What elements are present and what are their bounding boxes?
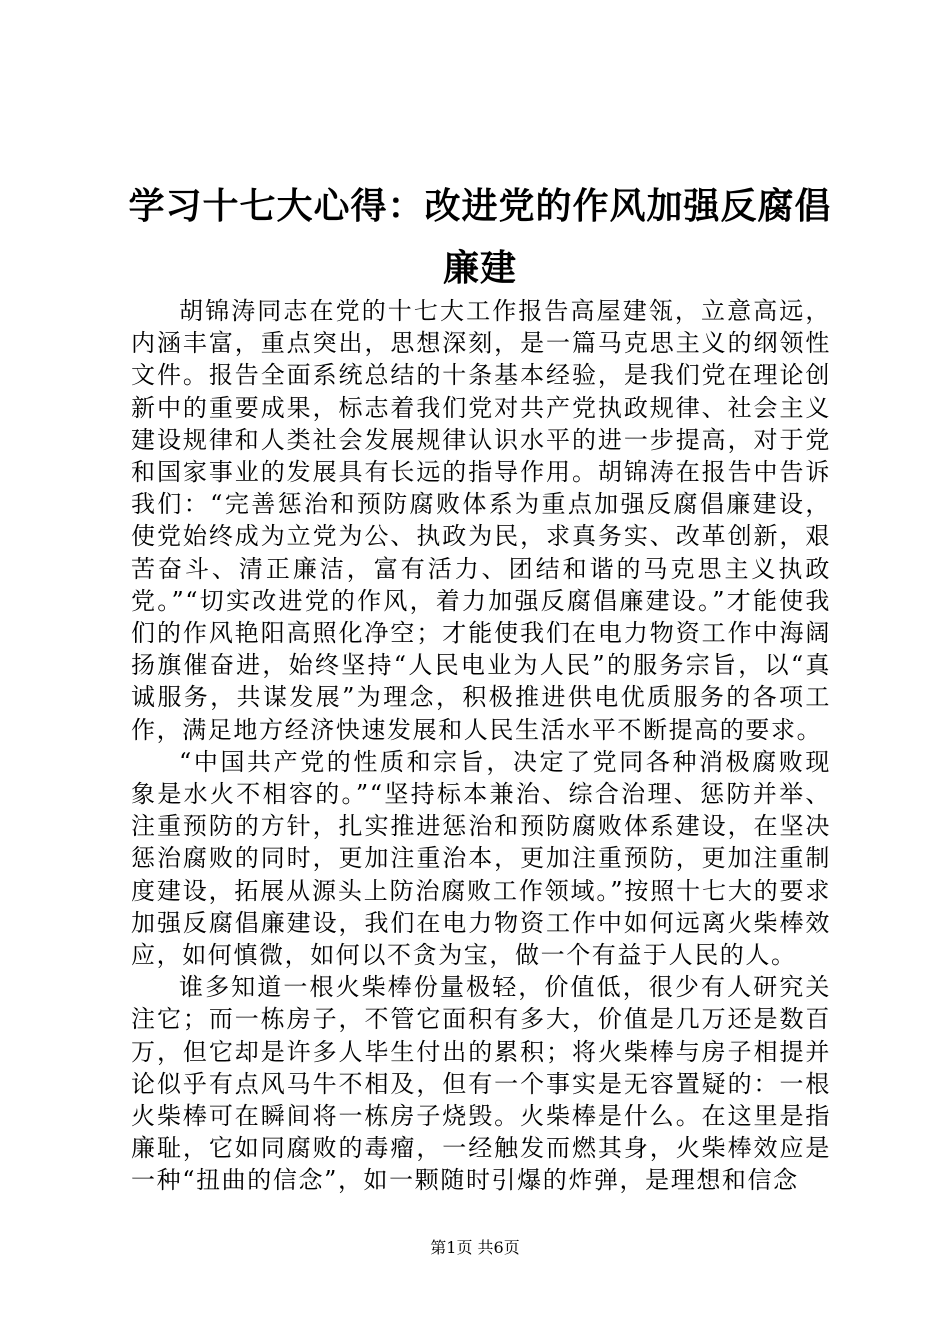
paragraph-3: 谁多知道一根火柴棒份量极轻，价值低，很少有人研究关注它；而一栋房子，不管它面积有多大，价值是几万还是数百万，但它却是许多人毕生付出的累积；将火柴棒与房子相提并论似乎有点风马牛不相及，但有一个事实是无容置疑的：一根火柴棒可在瞬间将一栋房子烧毁。火柴棒是什么。在这里是指廉耻，它如同腐败的毒瘤，一经触发而燃其身，火柴棒效应是一种“扭曲的信念”，如一颗随时引爆的炸弹，是理想和信念 — [131, 973, 831, 1195]
page-title: 学习十七大心得：改进党的作风加强反腐倡廉建 — [128, 186, 832, 289]
page-number-footer: 第1页 共6页 — [430, 1238, 520, 1257]
document-body — [131, 295, 831, 1197]
paragraph-1: 胡锦涛同志在党的十七大工作报告高屋建瓴，立意高远，内涵丰富，重点突出，思想深刻，是一篇马克思主义的纲领性文件。报告全面系统总结的十条基本经验，是我们党在理论创新中的重要成果，标志着我们党对共产党执政规律、社会主义建设规律和人类社会发展规律认识水平的进一步提高，对于党和国家事业的发展具有长远的指导作用。胡锦涛在报告中告诉我们：“完善惩治和预防腐败体系为重点加强反腐倡廉建设，使党始终成为立党为公、执政为民，求真务实、改革创新，艰苦奋斗、清正廉洁，富有活力、团结和谐的马克思主义执政党。”“切实改进党的作风，着力加强反腐倡廉建设。”才能使我们的作风艳阳高照化净空；才能使我们在电力物资工作中海阔扬旗催奋进，始终坚持“人民电业为人民”的服务宗旨，以“真诚服务，共谋发展”为理念，积极推进供电优质服务的各项工作，满足地方经济快速发展和人民生活水平不断提高的要求。 — [131, 297, 831, 744]
paragraph-2: “中国共产党的性质和宗旨，决定了党同各种消极腐败现象是水火不相容的。”“坚持标本兼治、综合治理、惩防并举、注重预防的方针，扎实推进惩治和预防腐败体系建设，在坚决惩治腐败的同时，更加注重治本，更加注重预防，更加注重制度建设，拓展从源头上防治腐败工作领域。”按照十七大的要求加强反腐倡廉建设，我们在电力物资工作中如何远离火柴棒效应，如何慎微，如何以不贪为宝，做一个有益于人民的人。 — [131, 747, 831, 970]
